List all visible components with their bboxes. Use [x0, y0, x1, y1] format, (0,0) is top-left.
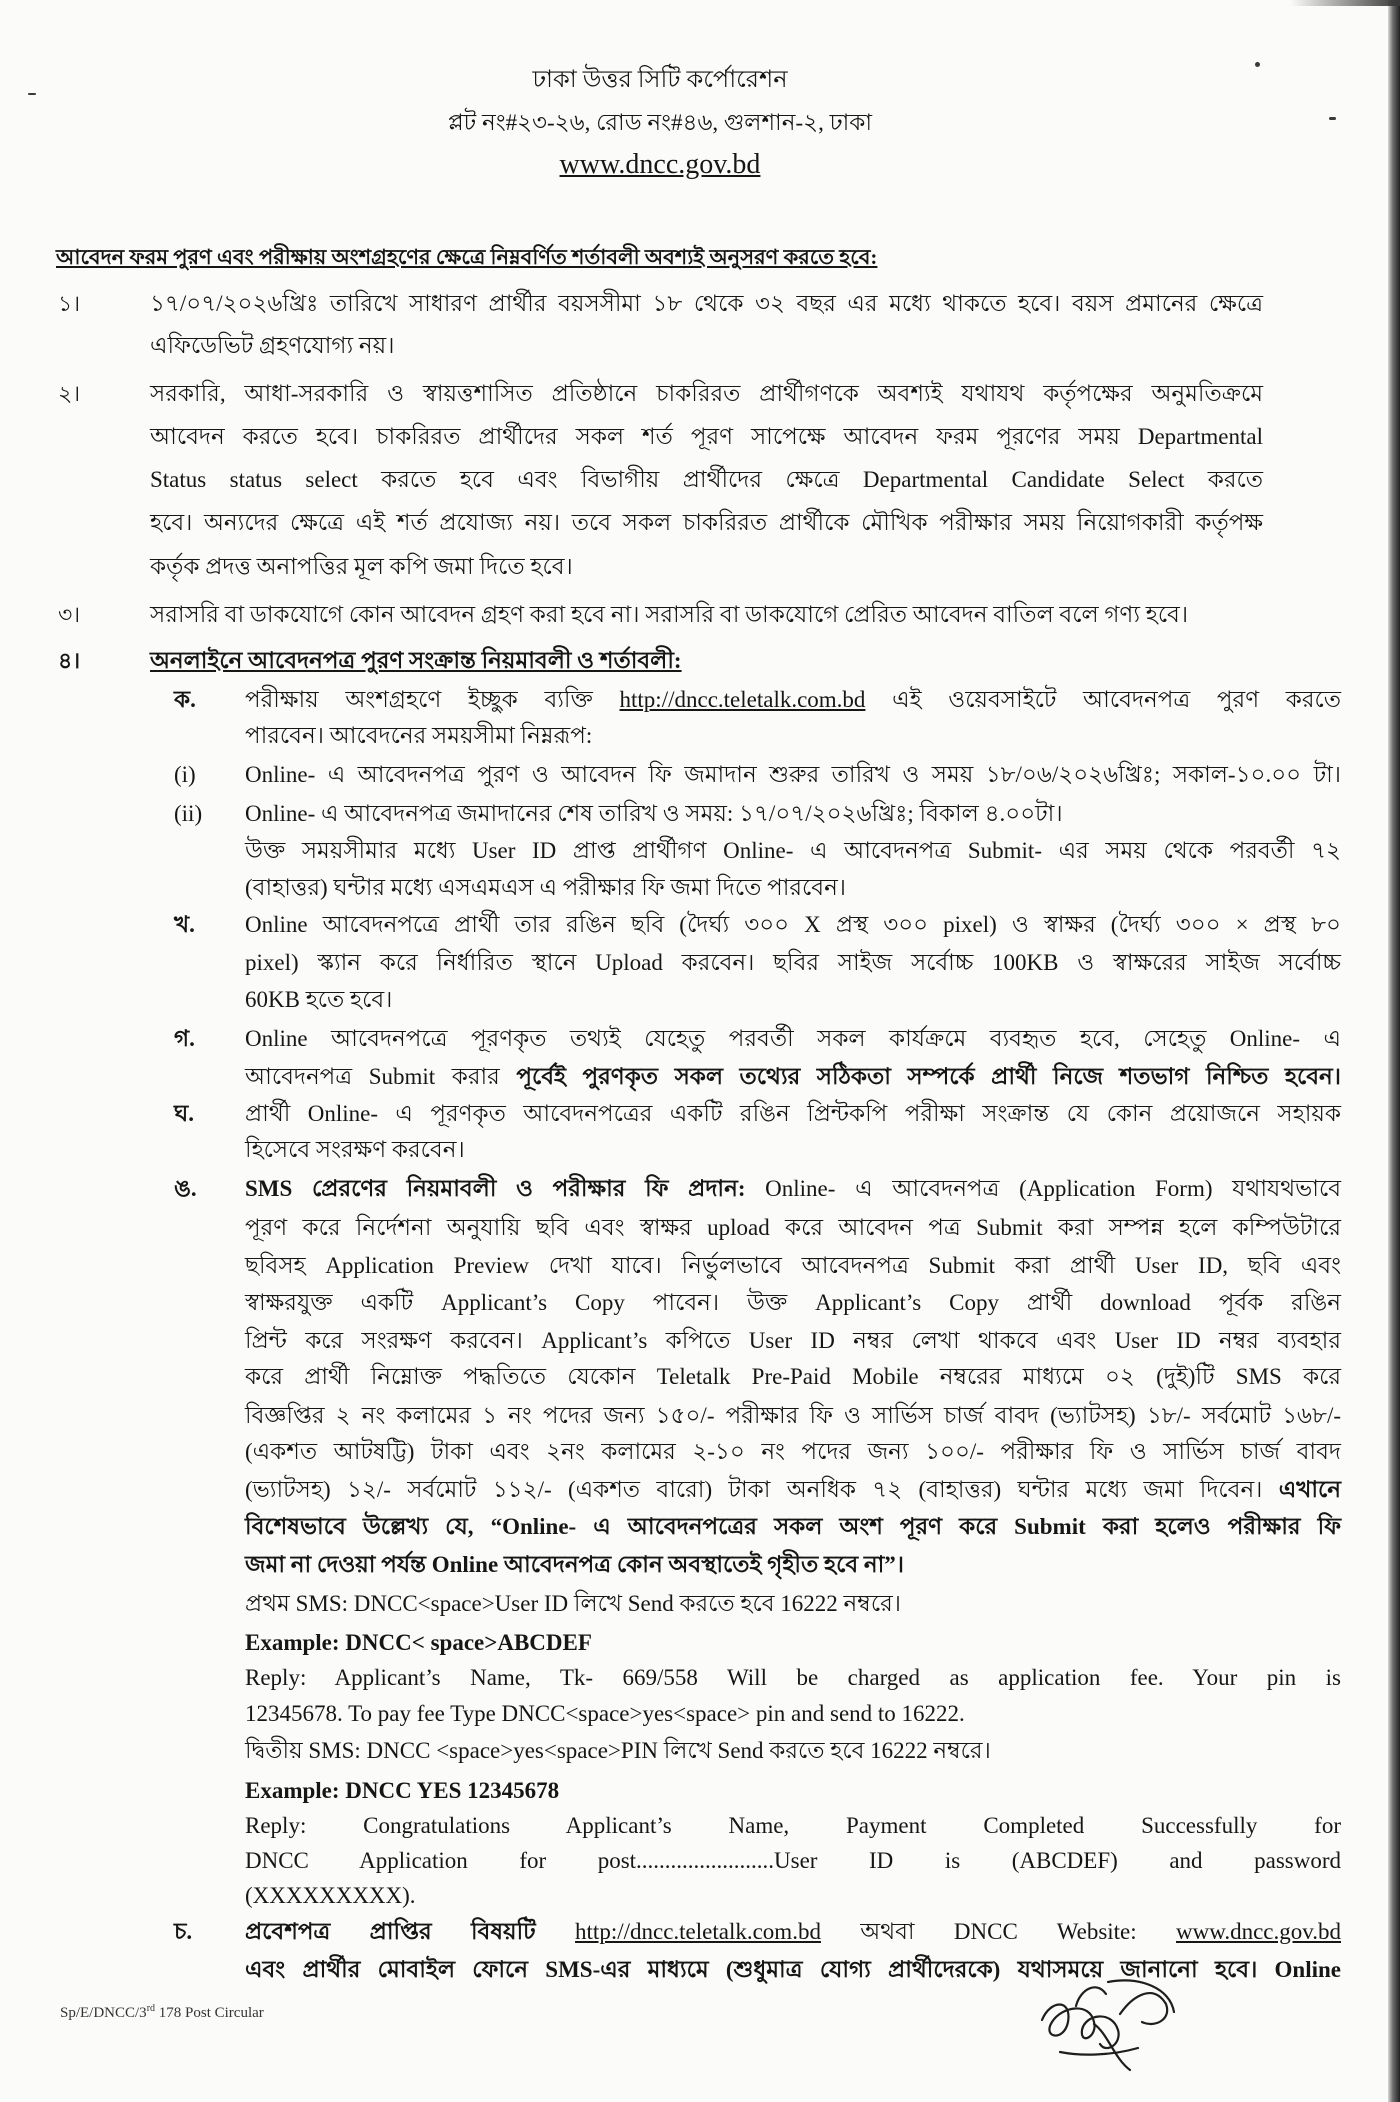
rule-nga-emphasis: এখানে [1278, 1477, 1342, 1502]
item-4-title: অনলাইনে আবেদনপত্র পুরণ সংক্রান্ত নিয়মাবলী ও শর্তাবলী: [150, 648, 682, 673]
item-number: ৪। [58, 648, 81, 673]
item-2-line: কর্তৃক প্রদত্ত অনাপত্তির মূল কপি জমা দিতে হবে। [150, 554, 573, 579]
rule-nga-text: Online- এ আবেদনপত্র (Application Form) যথাযথভাবে [765, 1176, 1341, 1201]
rule-nga-emphasis-line: জমা না দেওয়া পর্যন্ত Online আবেদনপত্র কোন অবস্থাতেই গৃহীত হবে না”। [245, 1552, 904, 1577]
rule-cha-title: প্রবেশপত্র প্রাপ্তির বিষয়টি [245, 1919, 536, 1944]
dncc-website-link[interactable]: www.dncc.gov.bd [1176, 1919, 1342, 1944]
rule-nga-line: (একশত আটষট্টি) টাকা এবং ২নং কলামের ২-১০ নং পদের জন্য ১০০/- পরীক্ষার ফি ও সার্ভিস চার্জ বাবদ [245, 1439, 1341, 1464]
rule-nga-line: স্বাক্ষরযুক্ত একটি Applicant’s Copy পাবেন। উক্ত Applicant’s Copy প্রার্থী download পূর্বক রঙিন [245, 1290, 1341, 1315]
schedule-i-marker: (i) [174, 762, 196, 787]
item-2-line: সরকারি, আধা-সরকারি ও স্বায়ত্তশাসিত প্রতিষ্ঠানে চাকরিরত প্রার্থীগণকে অবশ্যই যথাযথ কর্তৃপক্ষের অনুমতিক্রমে [150, 381, 1263, 406]
rule-ga-marker: গ. [174, 1026, 195, 1051]
item-2-line: হবে। অন্যদের ক্ষেত্রে এই শর্ত প্রযোজ্য নয়। তবে সকল চাকরিরত প্রার্থীকে মৌখিক পরীক্ষার সময় নিয়োগকারী কর্তৃপক্ষ [150, 510, 1263, 535]
organization-website-link[interactable]: www.dncc.gov.bd [559, 149, 761, 180]
item-2-line: Status status select করতে হবে এবং বিভাগীয় প্রার্থীদের ক্ষেত্রে Departmental Candidate Select করতে [150, 467, 1263, 492]
second-sms-reply-line: (XXXXXXXXX). [245, 1883, 416, 1908]
rule-ga-text: আবেদনপত্র Submit করার [245, 1064, 500, 1089]
scan-speck [28, 93, 36, 95]
organization-name: ঢাকা উত্তর সিটি কর্পোরেশন [532, 67, 788, 93]
scan-speck [1329, 117, 1336, 120]
rule-cha-line [245, 1914, 1341, 1950]
rule-kha-line: pixel) স্ক্যান করে নির্ধারিত স্থানে Upload করবেন। ছবির সাইজ সর্বোচ্চ 100KB ও স্বাক্ষরের সাইজ সর্বোচ্চ [245, 950, 1341, 975]
rule-kha-line: 60KB হতে হবে। [245, 987, 393, 1012]
second-sms-instruction: দ্বিতীয় SMS: DNCC <space>yes<space>PIN লিখে Send করতে হবে 16222 নম্বরে। [245, 1738, 991, 1763]
schedule-note-line: (বাহাত্তর) ঘন্টার মধ্যে এসএমএস এ পরীক্ষার ফি জমা দিতে পারবেন। [245, 875, 847, 900]
first-sms-reply-line: 12345678. To pay fee Type DNCC<space>yes<space> pin and send to 16222. [245, 1701, 965, 1726]
rule-cha-marker: চ. [174, 1919, 193, 1944]
rule-nga-emphasis-line: বিশেষভাবে উল্লেখ্য যে, “Online- এ আবেদনপত্রের সকল অংশ পূরণ করে Submit করা হলেও পরীক্ষার ফি [245, 1514, 1341, 1539]
rule-nga-line: করে প্রার্থী নিম্নোক্ত পদ্ধতিতে যেকোন Teletalk Pre-Paid Mobile নম্বরের মাধ্যমে ০২ (দুই)টি SMS করে [245, 1364, 1341, 1389]
instructions-heading: আবেদন ফরম পুরণ এবং পরীক্ষায় অংশগ্রহণের ক্ষেত্রে নিম্নবর্ণিত শর্তাবলী অবশ্যই অনুসরণ করতে হবে: [56, 245, 878, 269]
schedule-ii-marker: (ii) [174, 801, 203, 826]
circular-reference-title: 178 Post Circular [158, 2005, 264, 2021]
item-number: ১। [58, 291, 81, 316]
handwritten-signature-icon [1020, 1972, 1180, 2082]
circular-reference-code: Sp/E/DNCC/3 [60, 2005, 147, 2021]
rule-kha-marker: খ. [174, 912, 195, 937]
rule-cha-text: অথবা DNCC Website: [860, 1919, 1137, 1944]
first-sms-reply-line: Reply: Applicant’s Name, Tk- 669/558 Will be charged as application fee. Your pin is [245, 1665, 1341, 1690]
rule-gha-line: হিসেবে সংরক্ষণ করবেন। [245, 1137, 465, 1162]
circular-reference [60, 1999, 264, 2019]
item-1-line: এফিডেভিট গ্রহণযোগ্য নয়। [150, 333, 395, 358]
second-sms-example: Example: DNCC YES 12345678 [245, 1778, 560, 1803]
item-number: ৩। [58, 602, 81, 627]
rule-ga-emphasis: পূর্বেই পুরণকৃত সকল তথ্যের সঠিকতা সম্পর্কে প্রার্থী নিজে শতভাগ নিশ্চিত হবেন। [516, 1064, 1341, 1089]
second-sms-reply-line: DNCC Application for post........................User ID is (ABCDEF) and password [245, 1848, 1341, 1873]
teletalk-link[interactable]: http://dncc.teletalk.com.bd [619, 687, 866, 712]
rule-nga-line [245, 1171, 1341, 1207]
rule-gha-line: প্রার্থী Online- এ পূরণকৃত আবেদনপত্রের একটি রঙিন প্রিন্টকপি পরীক্ষা সংক্রান্ত যে কোন প্রয়োজনে সহায়ক [245, 1101, 1341, 1126]
rule-ga-line: Online আবেদনপত্রে পূরণকৃত তথ্যই যেহেতু পরবর্তী সকল কার্যক্রমে ব্যবহৃত হবে, সেহেতু Online- এ [245, 1026, 1341, 1051]
schedule-end-line: Online- এ আবেদনপত্র জমাদানের শেষ তারিখ ও সময়: ১৭/০৭/২০২৬খ্রিঃ; বিকাল ৪.০০টা। [245, 801, 1063, 826]
rule-gha-marker: ঘ. [174, 1101, 194, 1126]
rule-ka-text: পরীক্ষায় অংশগ্রহণে ইচ্ছুক ব্যক্তি [245, 687, 593, 712]
organization-address: প্লট নং#২৩-২৬, রোড নং#৪৬, গুলশান-২, ঢাকা [447, 110, 873, 135]
rule-nga-marker: ঙ. [174, 1176, 197, 1201]
circular-reference-sup: rd [146, 2003, 156, 2014]
item-2-line: আবেদন করতে হবে। চাকরিরত প্রার্থীদের সকল শর্ত পূরণ সাপেক্ষে আবেদন ফরম পূরণের সময় Departmental [150, 424, 1263, 449]
rule-ka-line [245, 682, 1341, 718]
rule-nga-line: ছবিসহ Application Preview দেখা যাবে। নির্ভুলভাবে আবেদনপত্র Submit করা প্রার্থী User ID, ছবি এবং [245, 1253, 1341, 1278]
schedule-start-line: Online- এ আবেদনপত্র পুরণ ও আবেদন ফি জমাদান শুরুর তারিখ ও সময় ১৮/০৬/২০২৬খ্রিঃ; সকাল-১০.০০ টা। [245, 762, 1341, 787]
item-number: ২। [58, 381, 81, 406]
schedule-note-line: উক্ত সময়সীমার মধ্যে User ID প্রাপ্ত প্রার্থীগণ Online- এ আবেদনপত্র Submit- এর সময় থেকে পরবর্তী ৭২ [245, 838, 1341, 863]
rule-ka-text: এই ওয়েবসাইটে আবেদনপত্র পুরণ করতে [892, 687, 1342, 712]
item-1-line: ১৭/০৭/২০২৬খ্রিঃ তারিখে সাধারণ প্রার্থীর বয়সসীমা ১৮ থেকে ৩২ বছর এর মধ্যে থাকতে হবে। বয়স প্রমানের ক্ষেত্রে [150, 291, 1263, 316]
rule-ga-line [245, 1059, 1341, 1095]
rule-nga-line: পূরণ করে নির্দেশনা অনুযায়ি ছবি এবং স্বাক্ষর upload করে আবেদন পত্র Submit করা সম্পন্ন হলে কম্পিউটারে [245, 1215, 1341, 1240]
scan-top-edge [1290, 0, 1400, 6]
item-3-line: সরাসরি বা ডাকযোগে কোন আবেদন গ্রহণ করা হবে না। সরাসরি বা ডাকযোগে প্রেরিত আবেদন বাতিল বলে গণ্য হবে। [150, 602, 1189, 627]
scan-speck [1255, 62, 1260, 67]
rule-nga-line: প্রিন্ট করে সংরক্ষণ করবেন। Applicant’s কপিতে User ID নম্বর লেখা থাকবে এবং User ID নম্বর ব্যবহার [245, 1328, 1341, 1353]
rule-kha-line: Online আবেদনপত্রে প্রার্থী তার রঙিন ছবি (দৈর্ঘ্য ৩০০ X প্রস্থ ৩০০ pixel) ও স্বাক্ষর (দৈর্ঘ্য ৩০০ × প্রস্থ ৮০ [245, 912, 1341, 937]
first-sms-example: Example: DNCC< space>ABCDEF [245, 1630, 592, 1655]
second-sms-reply-line: Reply: Congratulations Applicant’s Name, Payment Completed Successfully for [245, 1813, 1341, 1838]
rule-nga-line [245, 1472, 1341, 1508]
scan-edge [1388, 0, 1400, 2102]
rule-nga-title: SMS প্রেরণের নিয়মাবলী ও পরীক্ষার ফি প্রদান: [245, 1176, 746, 1201]
rule-ka-line: পারবেন। আবেদনের সময়সীমা নিম্নরূপ: [245, 723, 593, 748]
first-sms-instruction: প্রথম SMS: DNCC<space>User ID লিখে Send করতে হবে 16222 নম্বরে। [245, 1591, 901, 1616]
rule-ka-marker: ক. [174, 687, 196, 712]
teletalk-link[interactable]: http://dncc.teletalk.com.bd [575, 1919, 821, 1944]
rule-nga-line: বিজ্ঞপ্তির ২ নং কলামের ১ নং পদের জন্য ১৫০/- পরীক্ষার ফি ও সার্ভিস চার্জ বাবদ (ভ্যাটসহ) ১৮/- সর্বমোট ১৬৮/- [245, 1403, 1341, 1428]
rule-cha-line: এবং প্রার্থীর মোবাইল ফোনে SMS-এর মাধ্যমে (শুধুমাত্র যোগ্য প্রার্থীদেরকে) যথাসময়ে জানানো হবে। Online [245, 1957, 1341, 1982]
rule-nga-text: (ভ্যাটসহ) ১২/- সর্বমোট ১১২/- (একশত বারো) টাকা অনধিক ৭২ (বাহাত্তর) ঘন্টার মধ্যে জমা দিবেন। [245, 1477, 1263, 1502]
